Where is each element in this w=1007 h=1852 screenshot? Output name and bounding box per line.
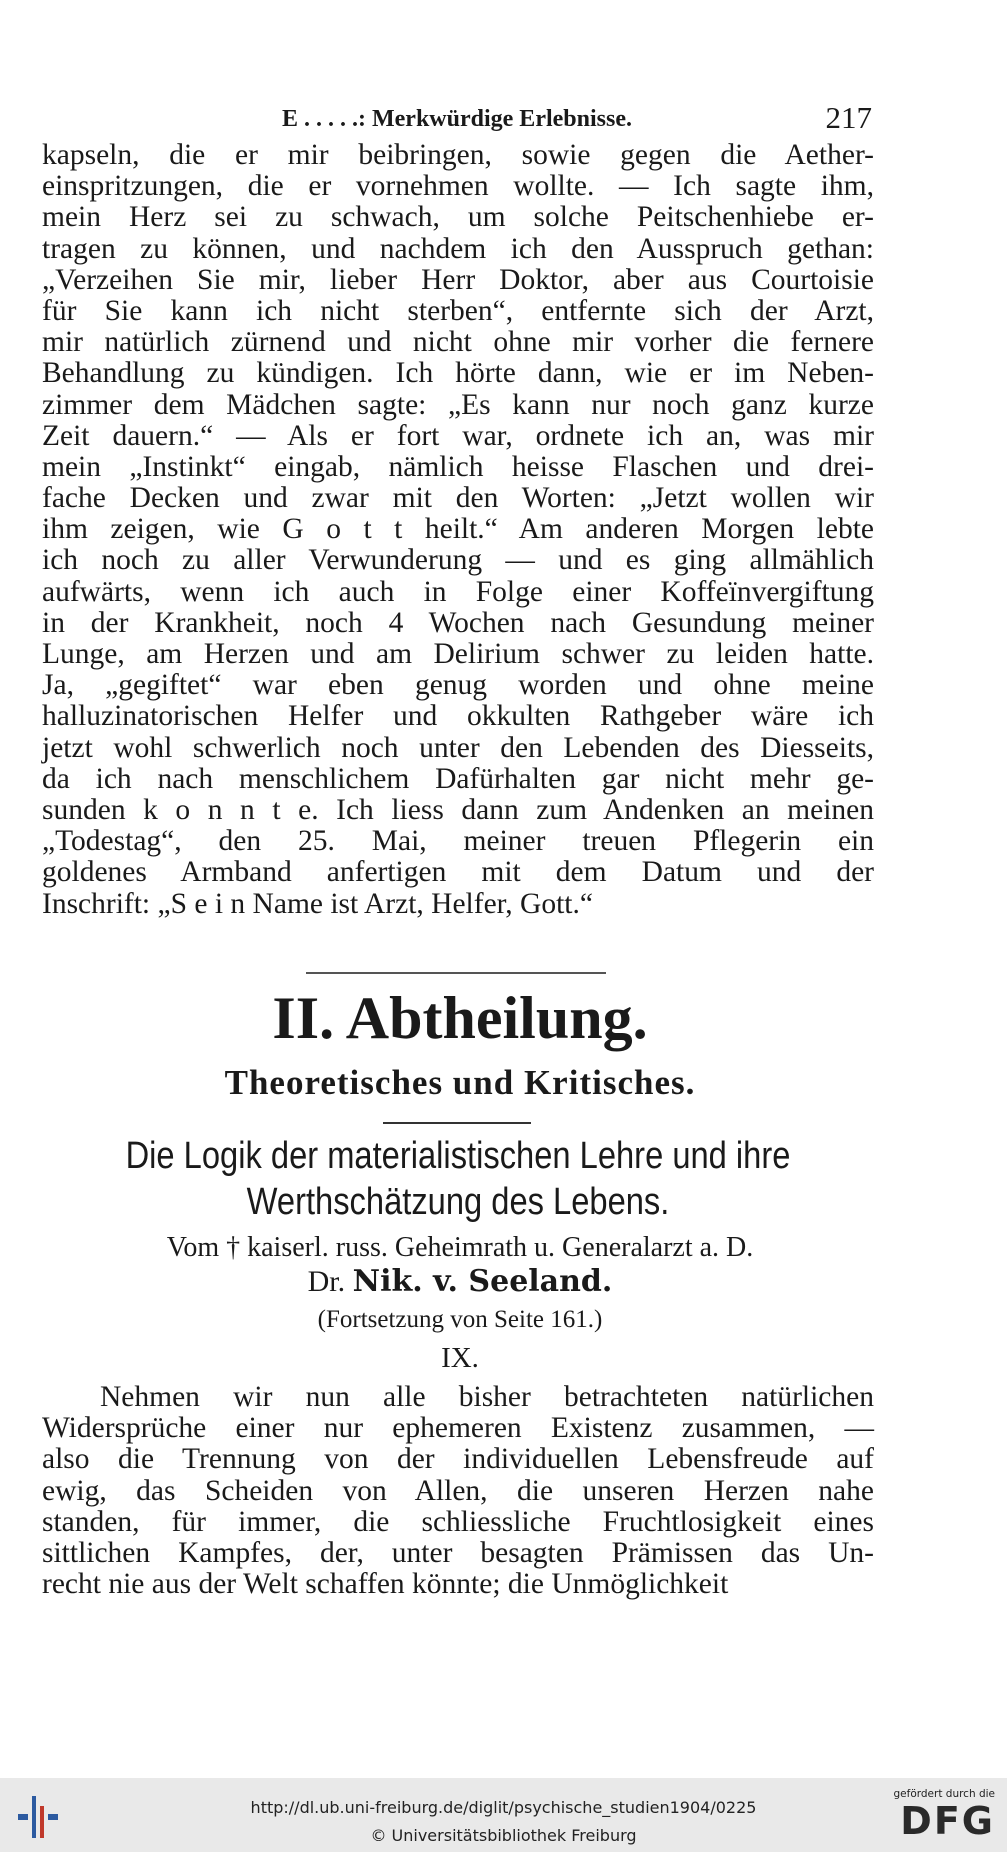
text-line: mein Herz sei zu schwach, um solche Peitschenhiebe er- (42, 201, 874, 234)
copyright-notice: © Universitätsbibliothek Freiburg (370, 1826, 637, 1845)
text-line: aufwärts, wenn ich auch in Folge einer Koffeïnvergiftung (42, 575, 874, 608)
text-line: recht nie aus der Welt schaffen könnte; die Unmöglichkeit (42, 1568, 729, 1601)
dfg-logo-text: DFG (900, 1799, 995, 1843)
text-line: goldenes Armband anfertigen mit dem Datum und der (42, 856, 874, 889)
text-line: jetzt wohl schwerlich noch unter den Lebenden des Diesseits, (42, 731, 874, 764)
text-line: mir natürlich zürnend und nicht ohne mir vorher die fernere (42, 326, 874, 359)
text-line: Inschrift: „S e i n Name ist Arzt, Helfer, Gott.“ (42, 887, 593, 920)
text-line: in der Krankheit, noch 4 Wochen nach Gesundung meiner (42, 606, 874, 639)
article-title-line-1: Die Logik der materialistischen Lehre und ihre (125, 1135, 791, 1177)
section-subtitle: Theoretisches und Kritisches. (224, 1063, 696, 1102)
text-line: Behandlung zu kündigen. Ich hörte dann, wie er im Neben- (42, 357, 874, 390)
text-line: „Todestag“, den 25. Mai, meiner treuen Pflegerin ein (42, 825, 874, 858)
author-name (0, 1264, 920, 1299)
viewer-footer (0, 1778, 1007, 1852)
text-line: für Sie kann ich nicht sterben“, entfernte sich der Arzt, (42, 294, 874, 327)
continuation-note: (Fortsetzung von Seite 161.) (317, 1306, 603, 1333)
dfg-logo (883, 1788, 995, 1842)
text-line: tragen zu können, und nachdem ich den Ausspruch gethan: (42, 232, 874, 265)
document-url-link[interactable]: http://dl.ub.uni-freiburg.de/diglit/psychische_studien1904/0225 (250, 1798, 757, 1817)
text-line: Widersprüche einer nur ephemeren Existenz zusammen, — (42, 1412, 874, 1445)
divider-rule-short (383, 1122, 531, 1124)
running-title: E . . . . .: Merkwürdige Erlebnisse. (282, 106, 632, 132)
text-line: Lunge, am Herzen und am Delirium schwer zu leiden hatte. (42, 638, 874, 670)
article-title (100, 1133, 816, 1225)
text-line: also die Trennung von der individuellen Lebensfreude auf (42, 1443, 874, 1476)
paragraph-1 (42, 140, 874, 920)
text-line: ich noch zu aller Verwunderung — und es ging allmählich (42, 544, 874, 577)
text-line: fache Decken und zwar mit den Worten: „Jetzt wollen wir (42, 482, 874, 515)
text-line: standen, für immer, die schliessliche Fruchtlosigkeit eines (42, 1505, 874, 1538)
text-line: halluzinatorischen Helfer und okkulten Rathgeber wäre ich (42, 700, 874, 733)
section-title: II. Abtheilung. (272, 985, 648, 1051)
page-number: 217 (825, 100, 872, 135)
text-line: Ja, „gegiftet“ war eben genug worden und ohne meine (42, 669, 874, 702)
article-title-line-2: Werthschätzung des Lebens. (246, 1181, 670, 1223)
text-line: sunden k o n n t e. Ich liess dann zum Andenken an meinen (42, 793, 874, 826)
text-line: einspritzungen, die er vornehmen wollte. — Ich sagte ihm, (42, 170, 874, 203)
text-line: mein „Instinkt“ eingab, nämlich heisse Flaschen und drei- (42, 450, 874, 483)
text-line: ewig, das Scheiden von Allen, die unseren Herzen nahe (42, 1474, 874, 1507)
author-prefix: Dr. (307, 1265, 346, 1298)
text-line: zimmer dem Mädchen sagte: „Es kann nur noch ganz kurze (42, 388, 874, 421)
author-affiliation: Vom † kaiserl. russ. Geheimrath u. Generalarzt a. D. (166, 1232, 754, 1263)
text-line: Nehmen wir nun alle bisher betrachteten natürlichen (100, 1381, 874, 1413)
chapter-number: IX. (441, 1342, 479, 1374)
text-line: „Verzeihen Sie mir, lieber Herr Doktor, aber aus Courtoisie (42, 263, 874, 296)
text-line: Zeit dauern.“ — Als er fort war, ordnete ich an, was mir (42, 419, 874, 452)
divider-rule (306, 972, 606, 974)
text-line: ihm zeigen, wie G o t t heilt.“ Am anderen Morgen lebte (42, 513, 874, 546)
running-head (42, 100, 872, 140)
paragraph-2 (42, 1382, 874, 1600)
text-line: kapseln, die er mir beibringen, sowie gegen die Aether- (42, 139, 874, 171)
dfg-caption: gefördert durch die (893, 1788, 995, 1800)
author-name-text: Nik. v. Seeland. (352, 1264, 613, 1299)
text-line: sittlichen Kampfes, der, unter besagten Prämissen das Un- (42, 1536, 874, 1569)
text-line: da ich nach menschlichem Dafürhalten gar nicht mehr ge- (42, 762, 874, 795)
